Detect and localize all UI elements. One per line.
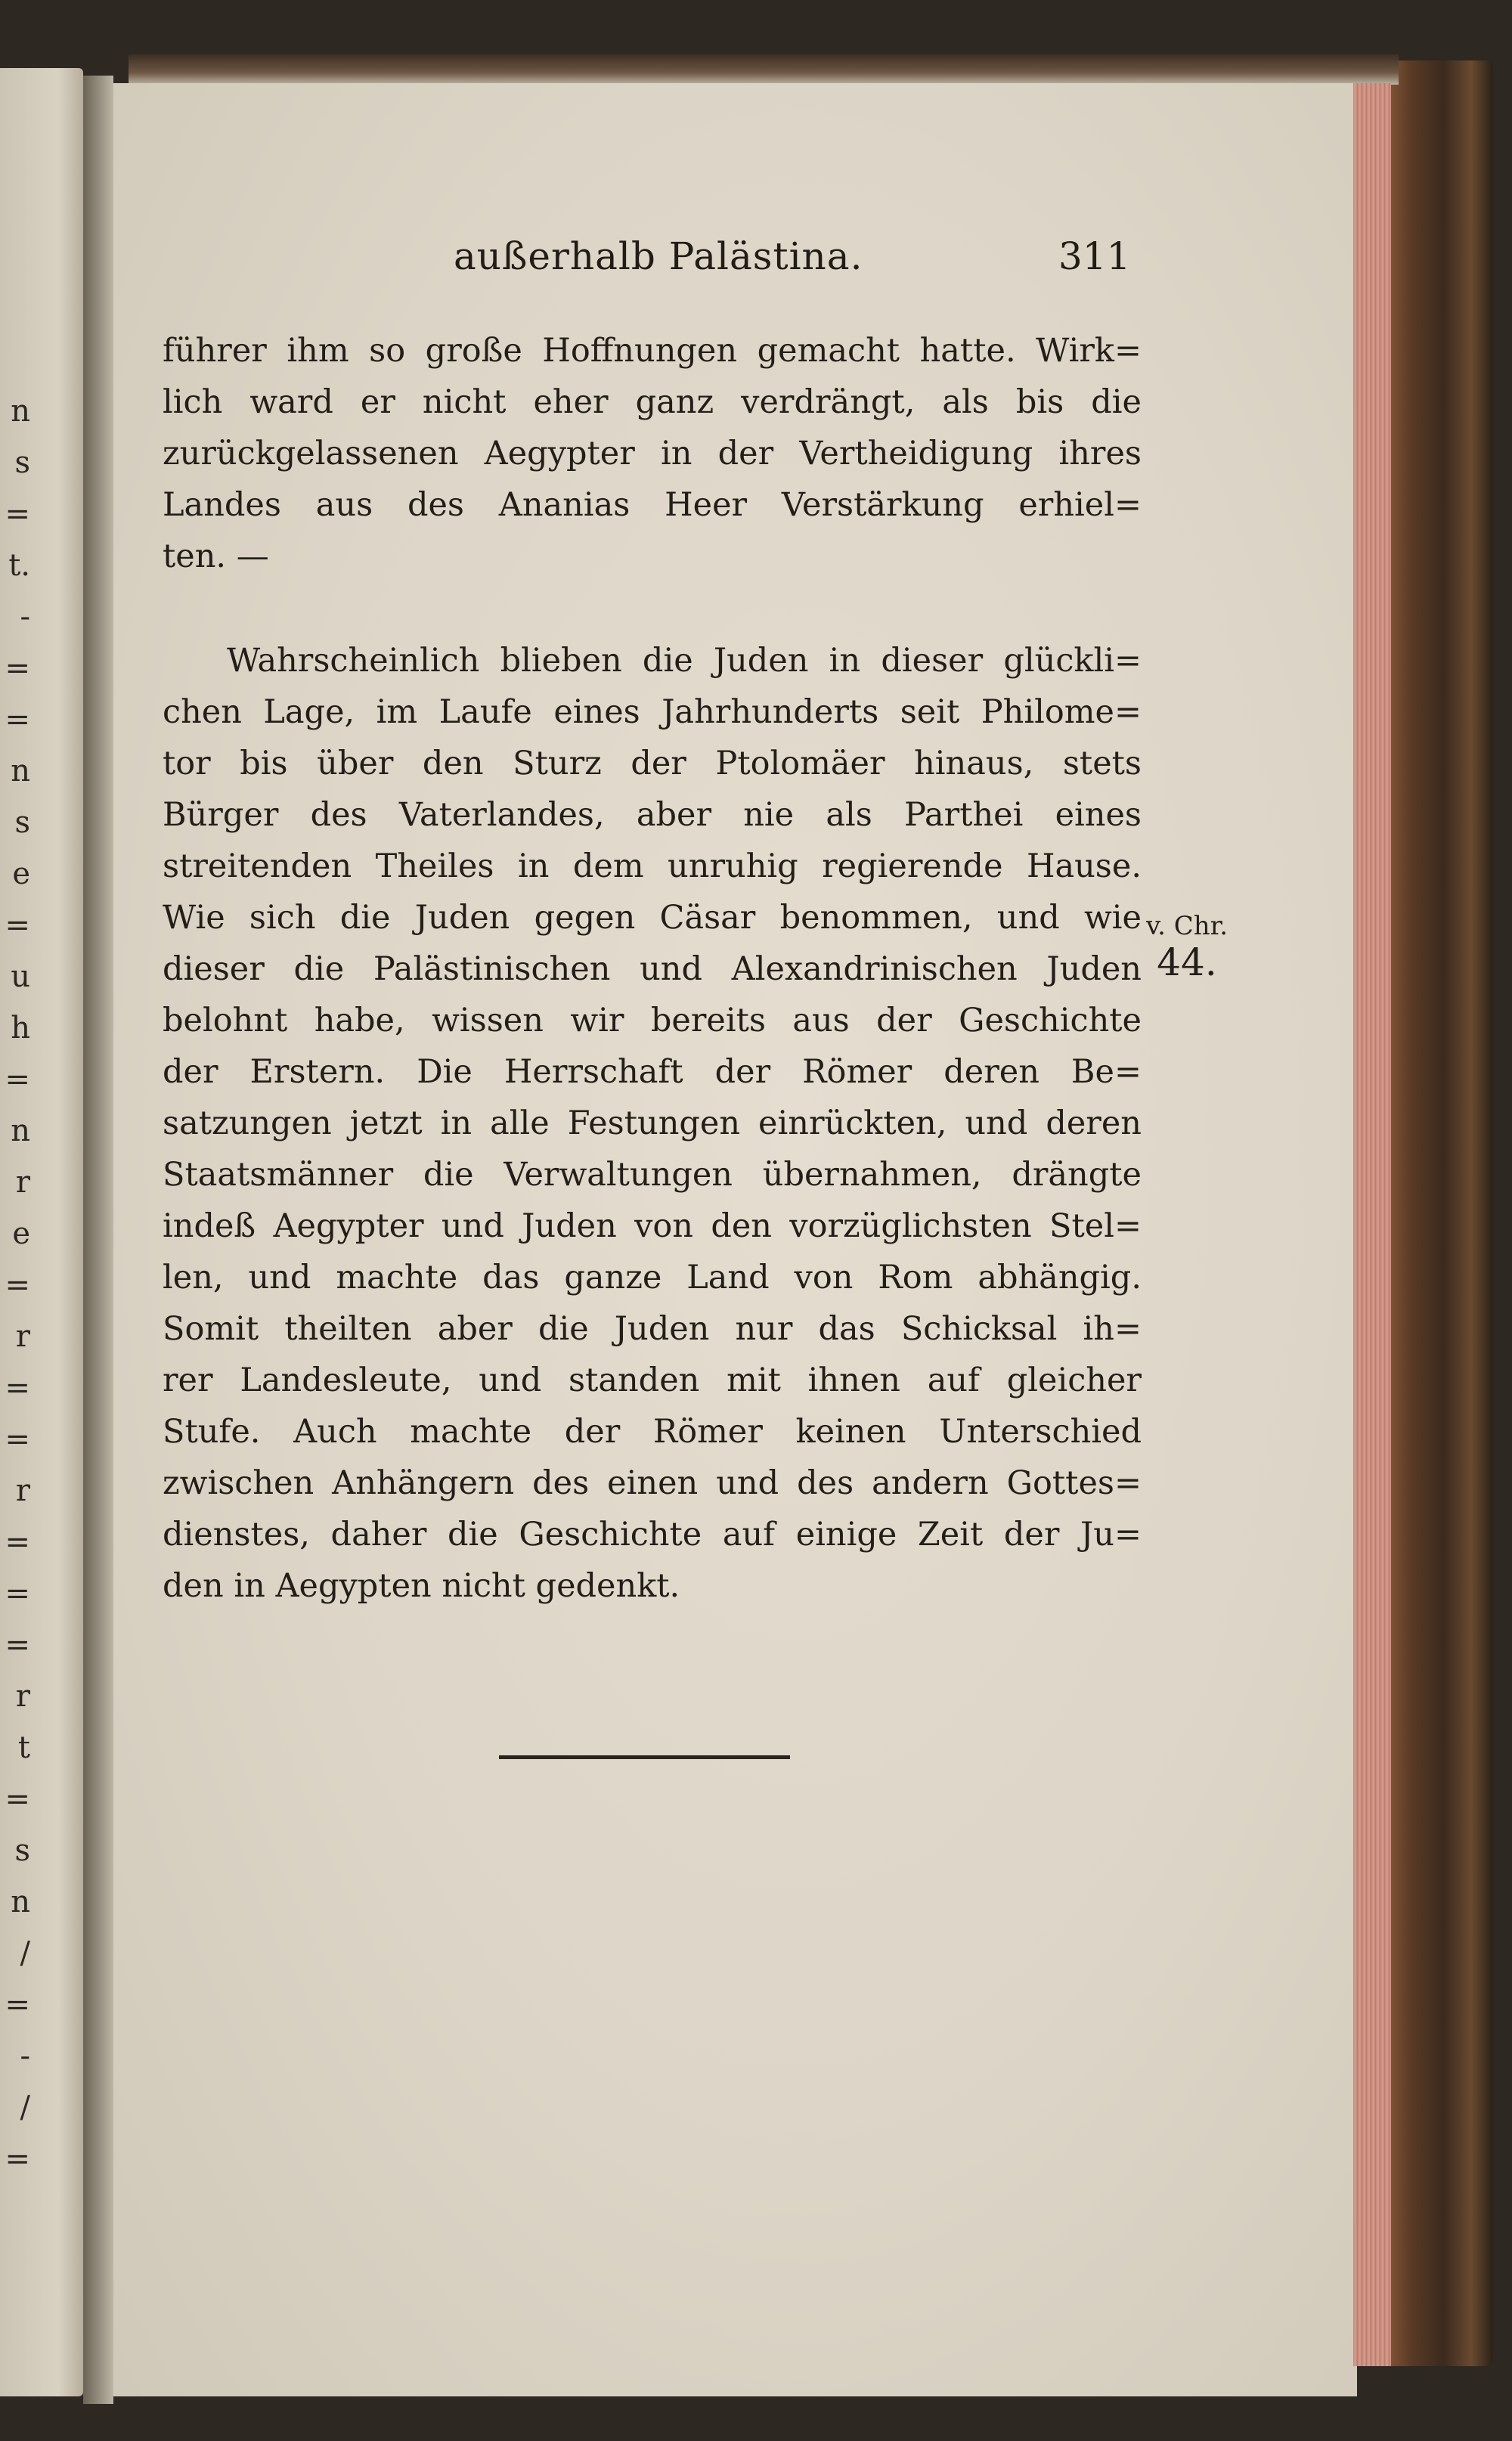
text-line: dienstes, daher die Geschichte auf einige Zeit der Ju= [163, 1516, 1142, 1554]
facing-page-fragment: = [5, 1576, 30, 1611]
text-line: chen Lage, im Laufe eines Jahrhunderts seit Philome= [163, 693, 1142, 731]
facing-page-fragment: s [14, 1833, 30, 1868]
facing-page-line-endings [0, 386, 30, 2185]
facing-page-fragment: s [14, 445, 30, 480]
text-line: Somit theilten aber die Juden nur das Schicksal ih= [163, 1310, 1142, 1348]
running-head: außerhalb Palästina. [454, 234, 863, 278]
text-line: der Erstern. Die Herrschaft der Römer deren Be= [163, 1053, 1142, 1091]
text-line: Staatsmänner die Verwaltungen übernahmen, drängte [163, 1156, 1142, 1194]
facing-page-fragment: n [11, 394, 30, 429]
facing-page-fragment: / [20, 2090, 30, 2125]
facing-page-fragment: = [5, 702, 30, 737]
facing-page-fragment: = [5, 2142, 30, 2176]
facing-page-fragment: r [15, 1679, 30, 1714]
text-line: satzungen jetzt in alle Festungen einrückten, und deren [163, 1104, 1142, 1142]
book-gutter [83, 76, 113, 2404]
facing-page-fragment: r [15, 1473, 30, 1508]
book-top-edge [129, 54, 1399, 85]
text-line: Bürger des Vaterlandes, aber nie als Parthei eines [163, 796, 1142, 834]
facing-page-fragment: n [11, 754, 30, 788]
facing-page-fragment: t. [8, 548, 30, 583]
facing-page-fragment: - [20, 599, 30, 634]
text-line: len, und machte das ganze Land von Rom abhängig. [163, 1259, 1142, 1296]
text-line: Landes aus des Ananias Heer Verstärkung erhiel= [163, 486, 1142, 524]
text-line: belohnt habe, wissen wir bereits aus der Geschichte [163, 1002, 1142, 1039]
text-line: streitenden Theiles in dem unruhig regierende Hause. [163, 847, 1142, 885]
facing-page-fragment: - [20, 2039, 30, 2074]
facing-page-fragment: = [5, 1628, 30, 1662]
book-cover-edge [1383, 60, 1493, 2366]
facing-page-edge [0, 68, 83, 2396]
facing-page-fragment: e [12, 857, 30, 891]
facing-page-fragment: = [5, 1062, 30, 1097]
text-line: führer ihm so große Hoffnungen gemacht hatte. Wirk= [163, 332, 1142, 370]
body-text [163, 325, 1142, 1612]
facing-page-fragment: = [5, 497, 30, 531]
facing-page-fragment: r [15, 1319, 30, 1354]
facing-page-fragment: r [15, 1165, 30, 1200]
text-line: indeß Aegypter und Juden von den vorzüglichsten Stel= [163, 1207, 1142, 1245]
facing-page-fragment: / [20, 1936, 30, 1971]
paragraph-2 [163, 635, 1142, 1612]
text-line: tor bis über den Sturz der Ptolomäer hinaus, stets [163, 745, 1142, 782]
text-line: rer Landesleute, und standen mit ihnen auf gleicher [163, 1361, 1142, 1399]
text-line: dieser die Palästinischen und Alexandrinischen Juden [163, 950, 1142, 988]
facing-page-fragment: = [5, 1525, 30, 1560]
text-line: Wahrscheinlich blieben die Juden in dieser glückli= [227, 642, 1142, 680]
facing-page-fragment: = [5, 1987, 30, 2022]
facing-page-fragment: h [11, 1011, 30, 1045]
text-line: Wie sich die Juden gegen Cäsar benommen, und wie [163, 899, 1142, 937]
text-line: zwischen Anhängern des einen und des andern Gottes= [163, 1464, 1142, 1502]
text-line: den in Aegypten nicht gedenkt. [163, 1567, 680, 1605]
page-number: 311 [1058, 234, 1131, 278]
text-line: Stufe. Auch machte der Römer keinen Unterschied [163, 1413, 1142, 1451]
facing-page-fragment: e [12, 1216, 30, 1251]
facing-page-fragment: n [11, 1114, 30, 1148]
facing-page-fragment: s [14, 805, 30, 840]
facing-page-fragment: = [5, 1422, 30, 1457]
margin-note-date [1145, 911, 1228, 984]
facing-page-fragment: = [5, 908, 30, 943]
facing-page-fragment: t [17, 1730, 30, 1765]
facing-page-fragment: = [5, 1782, 30, 1817]
facing-page-fragment: = [5, 1268, 30, 1303]
facing-page-fragment: = [5, 651, 30, 686]
paragraph-1 [163, 325, 1142, 582]
section-end-rule [499, 1755, 790, 1759]
text-line: lich ward er nicht eher ganz verdrängt, als bis die [163, 383, 1142, 421]
margin-note-year: 44. [1157, 940, 1217, 984]
text-line: zurückgelassenen Aegypter in der Vertheidigung ihres [163, 435, 1142, 472]
facing-page-fragment: u [11, 959, 30, 994]
page-block-edge [1353, 83, 1391, 2366]
text-line: ten. — [163, 537, 269, 575]
facing-page-fragment: = [5, 1371, 30, 1405]
margin-note-era: v. Chr. [1145, 911, 1228, 941]
facing-page-fragment: n [11, 1885, 30, 1919]
